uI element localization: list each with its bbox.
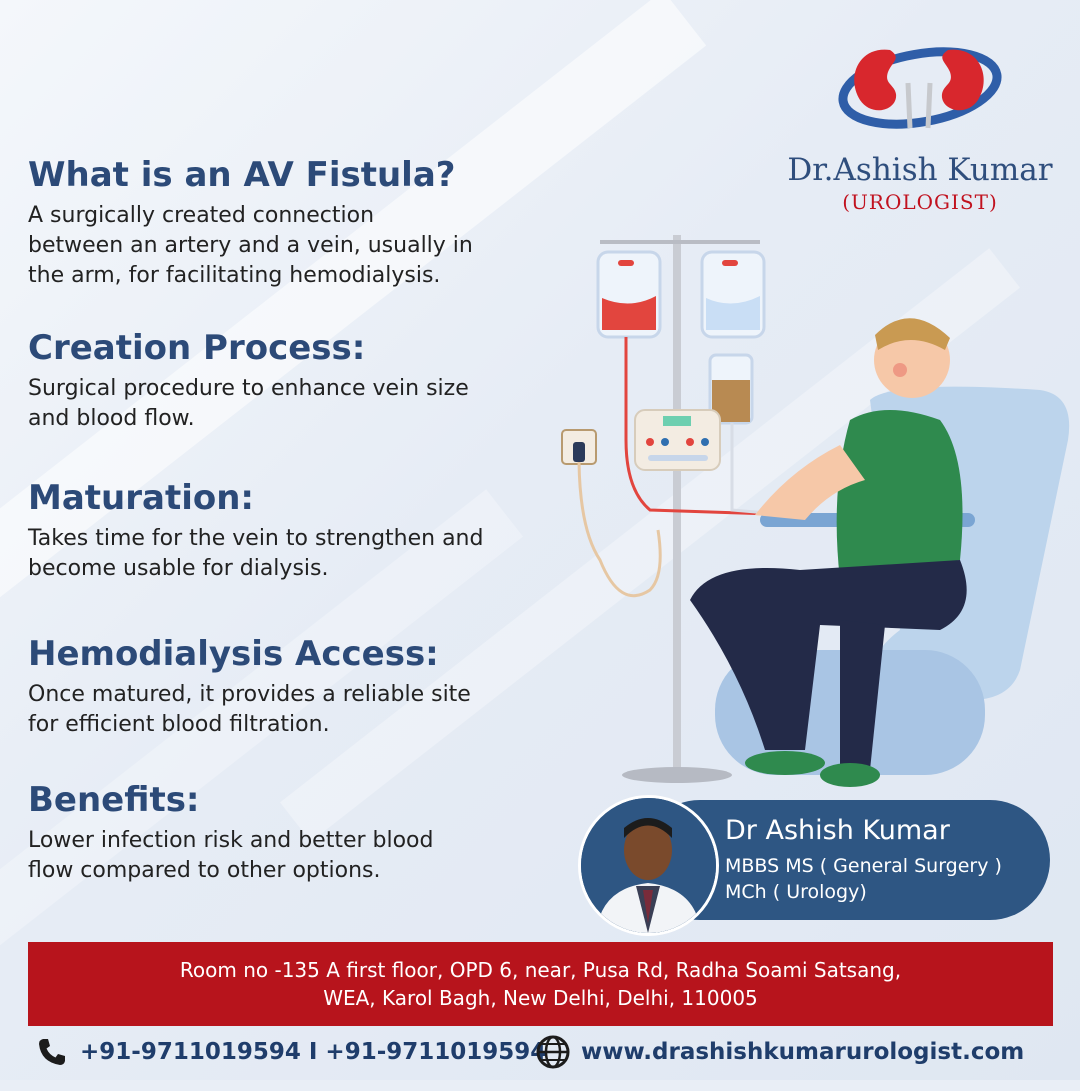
dialysis-illustration: [540, 230, 1070, 800]
section-maturation: [28, 478, 573, 584]
address-line: WEA, Karol Bagh, New Delhi, Delhi, 110005: [323, 986, 758, 1010]
address-line: Room no -135 A first floor, OPD 6, near, Pusa Rd, Radha Soami Satsang,: [179, 958, 902, 982]
doctor-portrait-icon: [581, 798, 716, 933]
kidney-logo-icon: [780, 28, 1060, 148]
globe-icon: [535, 1034, 571, 1070]
section-title: What is an AV Fistula?: [28, 155, 456, 195]
section-creation: [28, 328, 573, 434]
section-title: Hemodialysis Access:: [28, 634, 439, 674]
doctor-qualification: MCh ( Urology): [725, 881, 867, 903]
section-hemodialysis: [28, 634, 573, 740]
doctor-qualification: MBBS MS ( General Surgery ): [725, 855, 1002, 877]
section-what-is: [28, 155, 573, 291]
section-benefits: [28, 780, 573, 886]
phone-contact[interactable]: [36, 1034, 546, 1070]
section-title: Creation Process:: [28, 328, 366, 368]
doctor-avatar: [578, 795, 719, 936]
section-text: A surgically created connection between an artery and a vein, usually in the arm, for facilitating hemodialysis.: [28, 203, 473, 288]
address-band: [28, 942, 1053, 1026]
logo-role: (UROLOGIST): [842, 190, 998, 214]
phone-numbers[interactable]: +91-9711019594 I +91-9711019594: [80, 1039, 547, 1065]
website-link[interactable]: www.drashishkumarurologist.com: [581, 1039, 1025, 1065]
section-title: Maturation:: [28, 478, 255, 518]
section-text: Takes time for the vein to strengthen and become usable for dialysis.: [28, 526, 484, 581]
logo: [780, 28, 1060, 214]
section-text: Lower infection risk and better blood flow compared to other options.: [28, 828, 434, 883]
logo-name: Dr.Ashish Kumar: [787, 152, 1053, 188]
website-contact[interactable]: [535, 1034, 1024, 1070]
section-title: Benefits:: [28, 780, 200, 820]
section-text: Once matured, it provides a reliable site for efficient blood filtration.: [28, 682, 471, 737]
phone-icon: [36, 1036, 68, 1068]
doctor-name: Dr Ashish Kumar: [725, 815, 950, 846]
section-text: Surgical procedure to enhance vein size and blood flow.: [28, 376, 469, 431]
